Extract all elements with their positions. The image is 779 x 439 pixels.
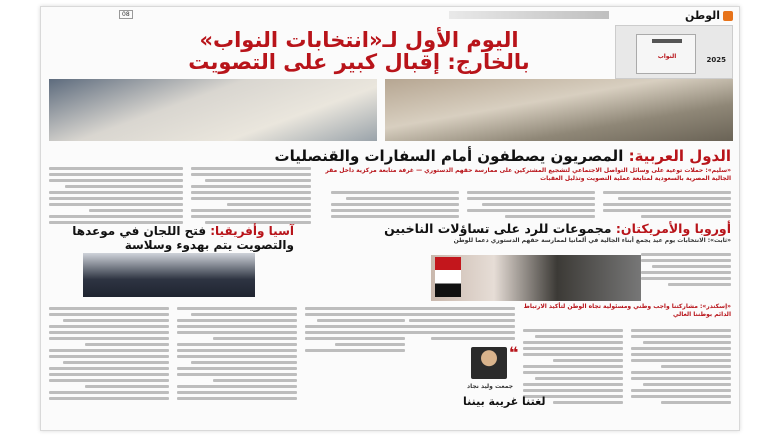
asia-section-title-black-2: والتصويت يتم بهدوء وسلاسة xyxy=(124,237,294,252)
main-headline xyxy=(109,29,609,73)
section-band xyxy=(449,11,609,19)
ballot-label: النواب xyxy=(657,53,677,60)
ballot-year: 2025 xyxy=(706,56,726,64)
quote-lead: «إسكندر»: مشاركتنا واجب وطني ومسئولية تجاه الوطن لتأكيد الارتباط الدائم بوطننا الغالي xyxy=(523,303,731,318)
text-column xyxy=(49,307,169,403)
ballot-illustration xyxy=(615,25,733,79)
arab-section-title-red: الدول العربية: xyxy=(628,147,731,165)
quote-mark-icon: ❝ xyxy=(509,343,519,362)
text-column xyxy=(603,191,731,221)
asia-section-title-black-1: فتح اللجان في موعدها xyxy=(72,224,207,238)
page-number: 08 xyxy=(119,10,133,19)
europe-section-title-black: مجموعات للرد على تساؤلات الناخبين xyxy=(384,221,612,236)
photo-voters-queue xyxy=(385,79,733,141)
logo-icon xyxy=(723,11,733,21)
ballot-slot xyxy=(652,39,682,43)
opinion-author: جمعت وليد نجاد xyxy=(467,383,514,390)
asia-section-title-red: آسيا وأفريقيا: xyxy=(210,224,294,238)
photo-voter-europe xyxy=(431,255,641,301)
logo-text: الوطن xyxy=(684,9,720,22)
arab-section-lead: «سليم»: حملات توعية على وسائل التواصل الاجتماعي لتشجيع المشتركين على ممارسة حقهم الدستوري — غرفة متابعة مركزية داخل مقر الجالية المصرية بالسعودية لمتابعة عملية التصويت وتذليل العقبات xyxy=(325,167,731,182)
egypt-flag-icon xyxy=(435,257,461,297)
masthead-logo xyxy=(685,9,733,22)
text-column xyxy=(631,329,731,407)
europe-section-title-red: أوروبا والأمريكتان: xyxy=(615,221,731,236)
author-photo xyxy=(471,347,507,379)
text-column xyxy=(305,307,405,355)
opinion-title: لغتنا غريبة بيننا xyxy=(463,395,546,408)
text-column xyxy=(177,307,297,403)
text-column xyxy=(395,307,515,343)
masthead-bar xyxy=(41,7,739,23)
europe-section-headline xyxy=(384,221,731,236)
text-column xyxy=(467,191,595,221)
main-headline-line1: اليوم الأول لـ«انتخابات النواب» xyxy=(199,28,519,52)
text-column xyxy=(331,191,459,221)
asia-section-headline xyxy=(49,225,294,253)
main-headline-line2: بالخارج: إقبال كبير على التصويت xyxy=(188,50,530,75)
text-column xyxy=(191,167,311,227)
ballot-box-icon xyxy=(636,34,696,74)
photo-voting-hall xyxy=(49,79,377,141)
arab-section-headline xyxy=(275,147,731,165)
photo-officials-asia xyxy=(83,253,255,297)
newspaper-page xyxy=(40,6,740,431)
europe-section-lead: «ثابت»: الانتخابات يوم عيد يجمع أبناء الجالية في ألمانيا لممارسة حقهم الدستوري دعما للوطن xyxy=(453,237,731,244)
text-column xyxy=(641,253,731,289)
arab-section-title-black: المصريون يصطفون أمام السفارات والقنصليات xyxy=(274,147,624,165)
text-column xyxy=(49,167,183,227)
